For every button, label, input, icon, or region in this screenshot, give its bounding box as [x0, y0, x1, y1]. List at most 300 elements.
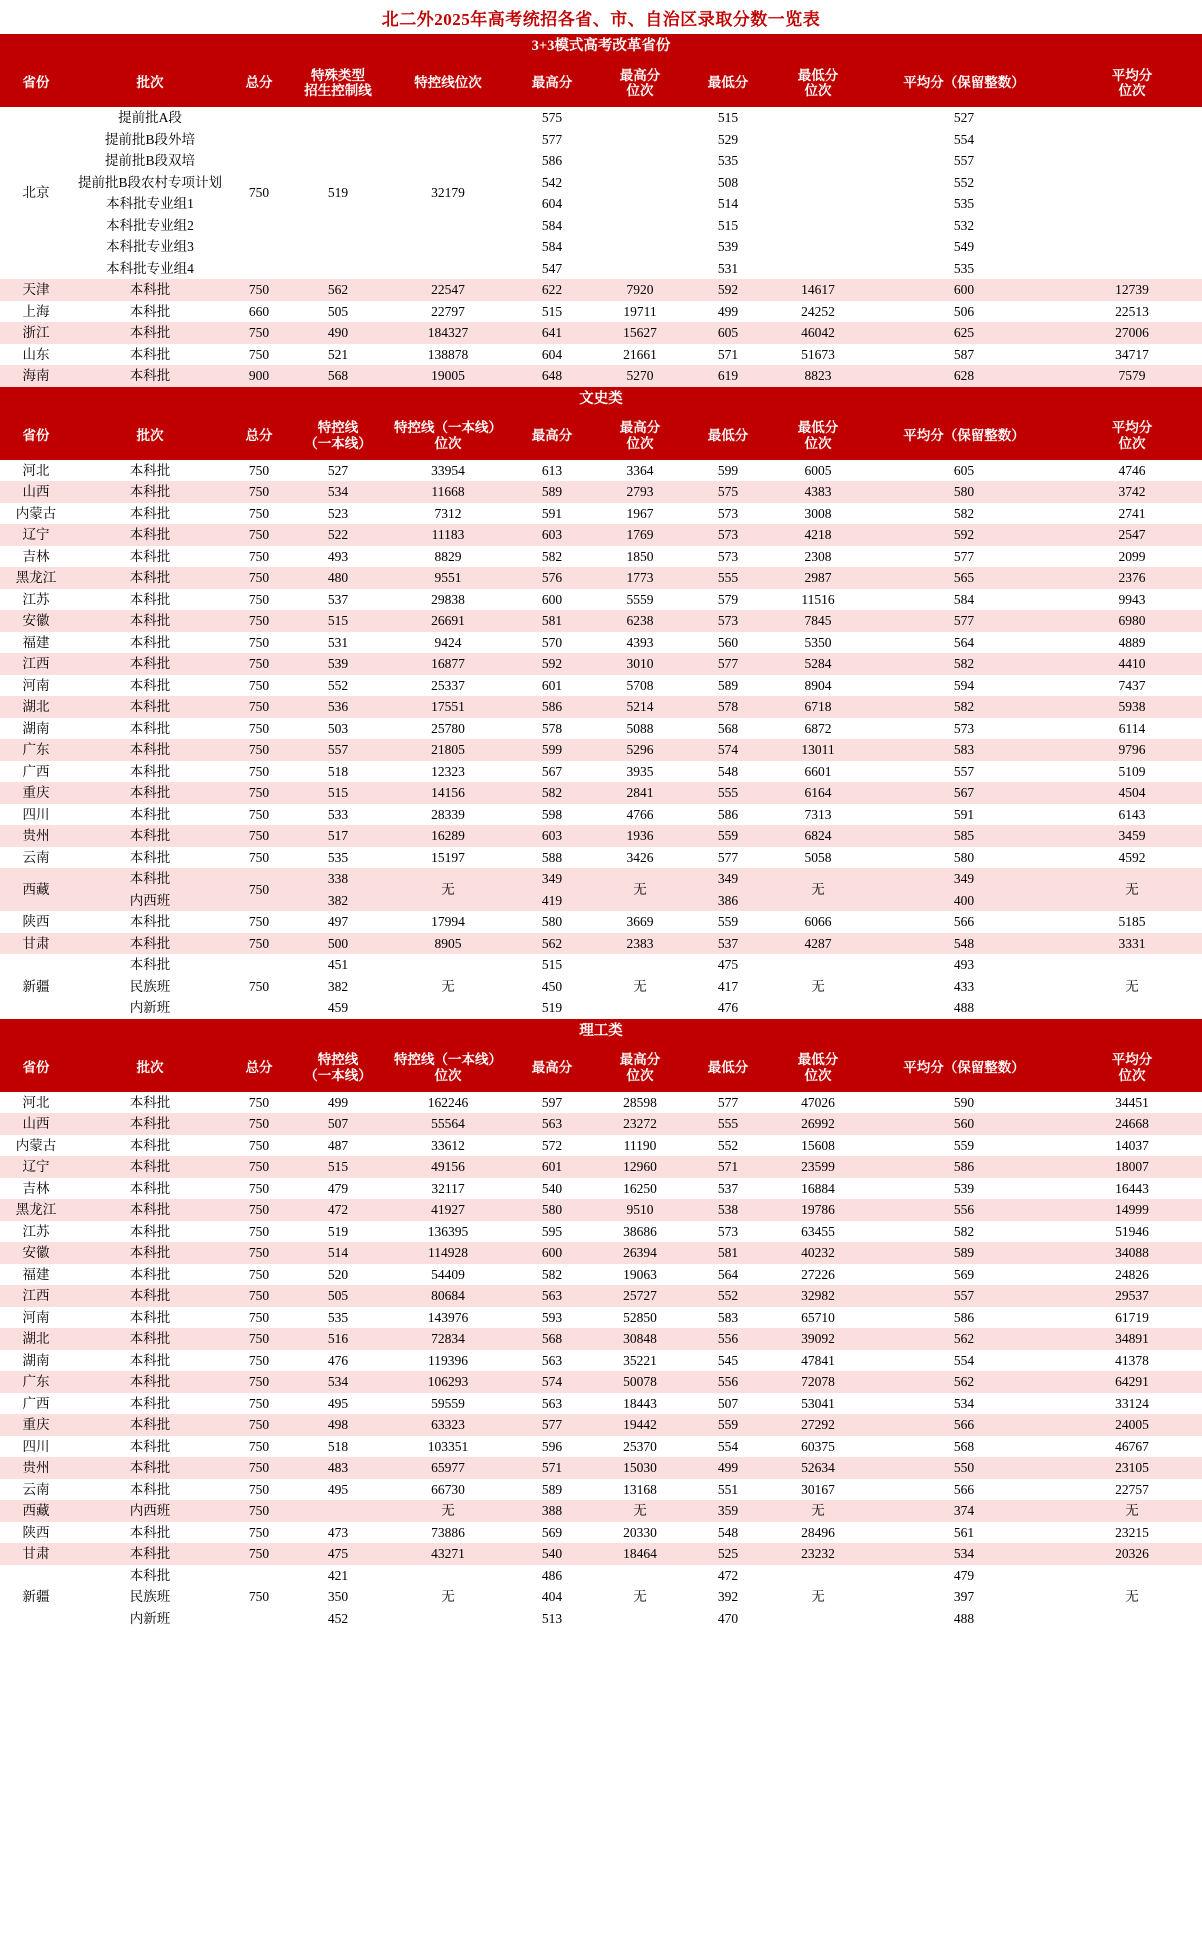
cell-max: 404: [510, 1586, 594, 1608]
cell-special-line: 552: [290, 675, 386, 697]
cell-total: 750: [228, 107, 290, 279]
cell-avg: 592: [866, 524, 1062, 546]
cell-max-rank: 23272: [594, 1113, 686, 1135]
table-row: [0, 804, 1202, 826]
cell-special-line: 527: [290, 460, 386, 482]
cell-min-rank: 16884: [770, 1178, 866, 1200]
cell-province: 山西: [0, 1113, 72, 1135]
cell-batch: 本科批: [72, 344, 228, 366]
cell-province: 湖北: [0, 696, 72, 718]
column-header-10: 平均分（保留整数）: [866, 412, 1062, 460]
cell-province: 湖南: [0, 1350, 72, 1372]
cell-min: 531: [686, 258, 770, 280]
cell-avg-rank: 51946: [1062, 1221, 1202, 1243]
cell-special-line: 539: [290, 653, 386, 675]
cell-special-line: 522: [290, 524, 386, 546]
cell-special-line: 338: [290, 868, 386, 890]
cell-total: 750: [228, 1522, 290, 1544]
table-row: [0, 1221, 1202, 1243]
cell-batch: 本科批: [72, 1264, 228, 1286]
cell-province: 内蒙古: [0, 1135, 72, 1157]
cell-min-rank: 11516: [770, 589, 866, 611]
cell-max: 580: [510, 911, 594, 933]
cell-max: 592: [510, 653, 594, 675]
cell-province: 福建: [0, 632, 72, 654]
cell-batch: 本科批: [72, 782, 228, 804]
cell-batch: 本科批: [72, 1414, 228, 1436]
cell-province: 新疆: [0, 954, 72, 1019]
cell-batch: 提前批A段: [72, 107, 228, 129]
cell-special-line: 490: [290, 322, 386, 344]
table-row: [0, 653, 1202, 675]
cell-special-rank: 72834: [386, 1328, 510, 1350]
cell-total: 750: [228, 718, 290, 740]
cell-special-rank: 无: [386, 868, 510, 911]
cell-avg: 557: [866, 150, 1062, 172]
cell-province: 安徽: [0, 1242, 72, 1264]
cell-min: 577: [686, 653, 770, 675]
cell-max: 577: [510, 1414, 594, 1436]
cell-batch: 本科批: [72, 739, 228, 761]
cell-special-rank: 15197: [386, 847, 510, 869]
cell-special-rank: 162246: [386, 1092, 510, 1114]
cell-special-line: 479: [290, 1178, 386, 1200]
cell-batch: 本科批: [72, 460, 228, 482]
cell-avg: 550: [866, 1457, 1062, 1479]
cell-batch: 内西班: [72, 1500, 228, 1522]
cell-max: 571: [510, 1457, 594, 1479]
cell-min-rank: 40232: [770, 1242, 866, 1264]
cell-province: 内蒙古: [0, 503, 72, 525]
cell-batch-group: [72, 107, 228, 279]
cell-special-rank: 26691: [386, 610, 510, 632]
cell-special-line: 519: [290, 107, 386, 279]
cell-batch: 本科批: [72, 1565, 228, 1587]
cell-min: 548: [686, 1522, 770, 1544]
cell-total: 750: [228, 1393, 290, 1415]
column-header-2: 批次: [72, 59, 228, 107]
cell-total: 750: [228, 1156, 290, 1178]
cell-special-rank: 11668: [386, 481, 510, 503]
cell-special-rank: 73886: [386, 1522, 510, 1544]
cell-min-rank: 27226: [770, 1264, 866, 1286]
cell-avg-rank: 3331: [1062, 933, 1202, 955]
cell-min: 568: [686, 718, 770, 740]
cell-avg-rank: 4410: [1062, 653, 1202, 675]
cell-batch: 本科批: [72, 1113, 228, 1135]
cell-batch: 本科批: [72, 279, 228, 301]
cell-min: 555: [686, 567, 770, 589]
cell-avg-rank: 3742: [1062, 481, 1202, 503]
cell-special-line: 519: [290, 1221, 386, 1243]
cell-province: 吉林: [0, 1178, 72, 1200]
cell-special-rank: 143976: [386, 1307, 510, 1329]
cell-avg: 557: [866, 761, 1062, 783]
cell-special-rank: 63323: [386, 1414, 510, 1436]
cell-avg: 534: [866, 1543, 1062, 1565]
cell-avg: 488: [866, 997, 1062, 1019]
cell-total: 750: [228, 1543, 290, 1565]
cell-min: 507: [686, 1393, 770, 1415]
cell-max: 593: [510, 1307, 594, 1329]
cell-total: 750: [228, 567, 290, 589]
cell-avg-rank: 2741: [1062, 503, 1202, 525]
cell-avg: 582: [866, 653, 1062, 675]
cell-avg: 561: [866, 1522, 1062, 1544]
cell-batch: 本科批: [72, 804, 228, 826]
cell-special-line: 520: [290, 1264, 386, 1286]
column-header-1: 省份: [0, 59, 72, 107]
cell-min-rank: 5350: [770, 632, 866, 654]
cell-batch: 本科批: [72, 632, 228, 654]
cell-batch: 本科批专业组3: [72, 236, 228, 258]
column-header-2: 批次: [72, 412, 228, 460]
cell-avg-rank: 22513: [1062, 301, 1202, 323]
cell-max-rank: 18443: [594, 1393, 686, 1415]
table-row: [0, 567, 1202, 589]
cell-batch: 提前批B段农村专项计划: [72, 172, 228, 194]
column-header-11: 平均分 位次: [1062, 412, 1202, 460]
table-row: [0, 460, 1202, 482]
table-row: [0, 524, 1202, 546]
cell-max: 572: [510, 1135, 594, 1157]
cell-max-rank: 15030: [594, 1457, 686, 1479]
cell-max-rank: 无: [594, 954, 686, 1019]
cell-special-rank: 7312: [386, 503, 510, 525]
cell-special-rank: 29838: [386, 589, 510, 611]
cell-max-rank: 3669: [594, 911, 686, 933]
cell-max-rank: 15627: [594, 322, 686, 344]
column-header-row: [0, 412, 1202, 460]
cell-max: 591: [510, 503, 594, 525]
cell-min: 537: [686, 933, 770, 955]
cell-max-rank: 3364: [594, 460, 686, 482]
cell-special-line: 568: [290, 365, 386, 387]
cell-special-rank: 28339: [386, 804, 510, 826]
cell-max-rank: 3010: [594, 653, 686, 675]
cell-avg: 560: [866, 1113, 1062, 1135]
column-header-8: 最低分: [686, 412, 770, 460]
cell-batch: 本科批: [72, 1199, 228, 1221]
cell-province: 江苏: [0, 589, 72, 611]
cell-max-rank: 3935: [594, 761, 686, 783]
cell-avg: 552: [866, 172, 1062, 194]
cell-max-rank: 1936: [594, 825, 686, 847]
cell-special-line: 535: [290, 1307, 386, 1329]
cell-avg-rank: 9943: [1062, 589, 1202, 611]
cell-max: 580: [510, 1199, 594, 1221]
table-row: [0, 546, 1202, 568]
table-row: [0, 739, 1202, 761]
cell-special-rank: 138878: [386, 344, 510, 366]
cell-max-group: [510, 107, 594, 279]
cell-avg-rank: 2376: [1062, 567, 1202, 589]
table-row: [0, 1092, 1202, 1114]
cell-avg-rank: 12739: [1062, 279, 1202, 301]
cell-province: 吉林: [0, 546, 72, 568]
cell-special-rank: 106293: [386, 1371, 510, 1393]
cell-batch: 本科批: [72, 1135, 228, 1157]
cell-batch: 本科批: [72, 675, 228, 697]
cell-min-rank: 4287: [770, 933, 866, 955]
cell-avg: 488: [866, 1608, 1062, 1630]
cell-special-line: 498: [290, 1414, 386, 1436]
cell-min-rank: 24252: [770, 301, 866, 323]
cell-avg: 374: [866, 1500, 1062, 1522]
cell-avg: 586: [866, 1307, 1062, 1329]
cell-special-rank: 54409: [386, 1264, 510, 1286]
cell-batch: 提前批B段外培: [72, 129, 228, 151]
cell-max-rank: 5214: [594, 696, 686, 718]
table-row: [0, 1393, 1202, 1415]
cell-batch: 本科批: [72, 610, 228, 632]
cell-special-line: 515: [290, 1156, 386, 1178]
cell-special-rank: 9551: [386, 567, 510, 589]
cell-avg: 535: [866, 193, 1062, 215]
cell-batch: 本科批: [72, 589, 228, 611]
cell-batch: 本科批: [72, 503, 228, 525]
cell-min-rank: 13011: [770, 739, 866, 761]
cell-max-rank: 1773: [594, 567, 686, 589]
cell-total: 750: [228, 1500, 290, 1522]
cell-min-rank: 6824: [770, 825, 866, 847]
cell-max-rank: 4393: [594, 632, 686, 654]
cell-min: 560: [686, 632, 770, 654]
cell-avg-group: [866, 954, 1062, 1019]
cell-avg-rank: 7579: [1062, 365, 1202, 387]
section-table-2: [0, 387, 1202, 1019]
cell-max: 577: [510, 129, 594, 151]
cell-max-rank: 6238: [594, 610, 686, 632]
cell-avg: 585: [866, 825, 1062, 847]
cell-batch: 提前批B段双培: [72, 150, 228, 172]
column-header-6: 最高分: [510, 412, 594, 460]
cell-min-rank: 14617: [770, 279, 866, 301]
cell-avg: 605: [866, 460, 1062, 482]
cell-min: 599: [686, 460, 770, 482]
cell-total: 750: [228, 1371, 290, 1393]
cell-min-group: [686, 868, 770, 911]
cell-province: 西藏: [0, 868, 72, 911]
cell-special-line-group: [290, 868, 386, 911]
cell-total: 750: [228, 1221, 290, 1243]
cell-min-rank: 32982: [770, 1285, 866, 1307]
cell-province: 浙江: [0, 322, 72, 344]
cell-total: 750: [228, 1199, 290, 1221]
cell-total: 750: [228, 675, 290, 697]
column-header-9: 最低分 位次: [770, 412, 866, 460]
cell-special-rank: 33612: [386, 1135, 510, 1157]
table-row: [0, 107, 1202, 279]
cell-min: 349: [686, 868, 770, 890]
cell-avg: 625: [866, 322, 1062, 344]
cell-province: 贵州: [0, 1457, 72, 1479]
cell-province: 贵州: [0, 825, 72, 847]
cell-special-line: 516: [290, 1328, 386, 1350]
cell-total: 750: [228, 825, 290, 847]
table-row: [0, 1479, 1202, 1501]
cell-min-rank: 63455: [770, 1221, 866, 1243]
table-row: [0, 847, 1202, 869]
cell-max: 562: [510, 933, 594, 955]
score-tables-container: [0, 34, 1202, 1629]
cell-avg-rank: 29537: [1062, 1285, 1202, 1307]
cell-special-line-group: [290, 954, 386, 1019]
cell-batch-group: [72, 954, 228, 1019]
cell-min: 538: [686, 1199, 770, 1221]
cell-special-rank: 119396: [386, 1350, 510, 1372]
cell-total: 750: [228, 804, 290, 826]
cell-avg: 567: [866, 782, 1062, 804]
cell-max: 542: [510, 172, 594, 194]
cell-max-rank: 25727: [594, 1285, 686, 1307]
cell-avg: 566: [866, 1414, 1062, 1436]
cell-total: 750: [228, 1565, 290, 1630]
cell-min-rank: 47026: [770, 1092, 866, 1114]
cell-total: 750: [228, 1242, 290, 1264]
cell-total: 750: [228, 481, 290, 503]
cell-max: 604: [510, 193, 594, 215]
cell-avg-group: [866, 107, 1062, 279]
cell-avg: 565: [866, 567, 1062, 589]
cell-max-rank: [594, 107, 686, 279]
cell-min-rank: 无: [770, 1565, 866, 1630]
cell-special-line: 536: [290, 696, 386, 718]
section-band-title: 理工类: [0, 1019, 1202, 1044]
cell-avg: 594: [866, 675, 1062, 697]
cell-avg-rank: 14999: [1062, 1199, 1202, 1221]
cell-total: 750: [228, 279, 290, 301]
table-row: [0, 1135, 1202, 1157]
cell-min: 551: [686, 1479, 770, 1501]
cell-special-rank: 17994: [386, 911, 510, 933]
cell-province: 山东: [0, 344, 72, 366]
cell-avg: 559: [866, 1135, 1062, 1157]
cell-province: 河北: [0, 460, 72, 482]
cell-max-rank: 30848: [594, 1328, 686, 1350]
cell-max: 578: [510, 718, 594, 740]
cell-max: 540: [510, 1543, 594, 1565]
cell-avg: 479: [866, 1565, 1062, 1587]
cell-batch: 本科批: [72, 1221, 228, 1243]
cell-province: 四川: [0, 804, 72, 826]
cell-province: 河北: [0, 1092, 72, 1114]
cell-avg-rank: 5938: [1062, 696, 1202, 718]
cell-min: 499: [686, 1457, 770, 1479]
cell-max: 601: [510, 675, 594, 697]
cell-special-line: 473: [290, 1522, 386, 1544]
cell-batch: 本科批: [72, 1543, 228, 1565]
cell-batch: 本科批: [72, 1092, 228, 1114]
cell-province: 北京: [0, 107, 72, 279]
cell-min: 571: [686, 1156, 770, 1178]
cell-min: 575: [686, 481, 770, 503]
cell-special-line: 533: [290, 804, 386, 826]
cell-avg-rank: 24668: [1062, 1113, 1202, 1135]
cell-special-line: 523: [290, 503, 386, 525]
cell-special-rank: 66730: [386, 1479, 510, 1501]
cell-max: 600: [510, 589, 594, 611]
cell-special-rank: 41927: [386, 1199, 510, 1221]
cell-special-line: 495: [290, 1479, 386, 1501]
cell-max-rank: 11190: [594, 1135, 686, 1157]
cell-avg-rank: 41378: [1062, 1350, 1202, 1372]
cell-max-rank: 20330: [594, 1522, 686, 1544]
cell-avg-rank: 4504: [1062, 782, 1202, 804]
column-header-4: 特控线 （一本线）: [290, 1044, 386, 1092]
cell-total: 750: [228, 460, 290, 482]
cell-avg: 549: [866, 236, 1062, 258]
cell-min: 554: [686, 1436, 770, 1458]
cell-special-line: 480: [290, 567, 386, 589]
cell-min-rank: 30167: [770, 1479, 866, 1501]
cell-total: 750: [228, 1178, 290, 1200]
cell-max: 515: [510, 954, 594, 976]
cell-special-rank: 114928: [386, 1242, 510, 1264]
cell-total: 750: [228, 1328, 290, 1350]
cell-special-rank: 9424: [386, 632, 510, 654]
cell-max: 563: [510, 1113, 594, 1135]
cell-special-rank: 32117: [386, 1178, 510, 1200]
cell-special-line: 382: [290, 976, 386, 998]
cell-total: 750: [228, 954, 290, 1019]
cell-special-line: 499: [290, 1092, 386, 1114]
cell-avg: 400: [866, 890, 1062, 912]
cell-min-rank: 60375: [770, 1436, 866, 1458]
cell-min: 545: [686, 1350, 770, 1372]
cell-max: 595: [510, 1221, 594, 1243]
cell-max: 515: [510, 301, 594, 323]
cell-special-rank: 12323: [386, 761, 510, 783]
cell-avg-rank: 无: [1062, 954, 1202, 1019]
cell-avg: 397: [866, 1586, 1062, 1608]
cell-min-rank: 6872: [770, 718, 866, 740]
cell-min-rank: 65710: [770, 1307, 866, 1329]
cell-max: 600: [510, 1242, 594, 1264]
cell-total: 750: [228, 1264, 290, 1286]
cell-special-rank: 25337: [386, 675, 510, 697]
cell-total: 750: [228, 524, 290, 546]
cell-min-rank: 8823: [770, 365, 866, 387]
column-header-6: 最高分: [510, 1044, 594, 1092]
column-header-1: 省份: [0, 412, 72, 460]
cell-special-line: 515: [290, 610, 386, 632]
cell-avg-rank: 46767: [1062, 1436, 1202, 1458]
cell-batch: 本科批: [72, 1328, 228, 1350]
cell-special-rank: 22547: [386, 279, 510, 301]
table-row: [0, 1242, 1202, 1264]
column-header-row: [0, 1044, 1202, 1092]
column-header-5: 特控线位次: [386, 59, 510, 107]
cell-avg-rank: 34451: [1062, 1092, 1202, 1114]
cell-max: 569: [510, 1522, 594, 1544]
cell-avg: 493: [866, 954, 1062, 976]
cell-min-rank: 53041: [770, 1393, 866, 1415]
cell-batch: 本科批: [72, 847, 228, 869]
cell-max: 540: [510, 1178, 594, 1200]
cell-batch: 本科批: [72, 825, 228, 847]
cell-batch: 内西班: [72, 890, 228, 912]
cell-batch: 本科批专业组4: [72, 258, 228, 280]
cell-batch: 本科批: [72, 653, 228, 675]
cell-batch: 本科批: [72, 1436, 228, 1458]
cell-max-rank: 35221: [594, 1350, 686, 1372]
cell-max-rank: 5296: [594, 739, 686, 761]
cell-special-line: 505: [290, 301, 386, 323]
cell-avg-rank: [1062, 107, 1202, 279]
cell-max-rank: 5708: [594, 675, 686, 697]
cell-max: 513: [510, 1608, 594, 1630]
